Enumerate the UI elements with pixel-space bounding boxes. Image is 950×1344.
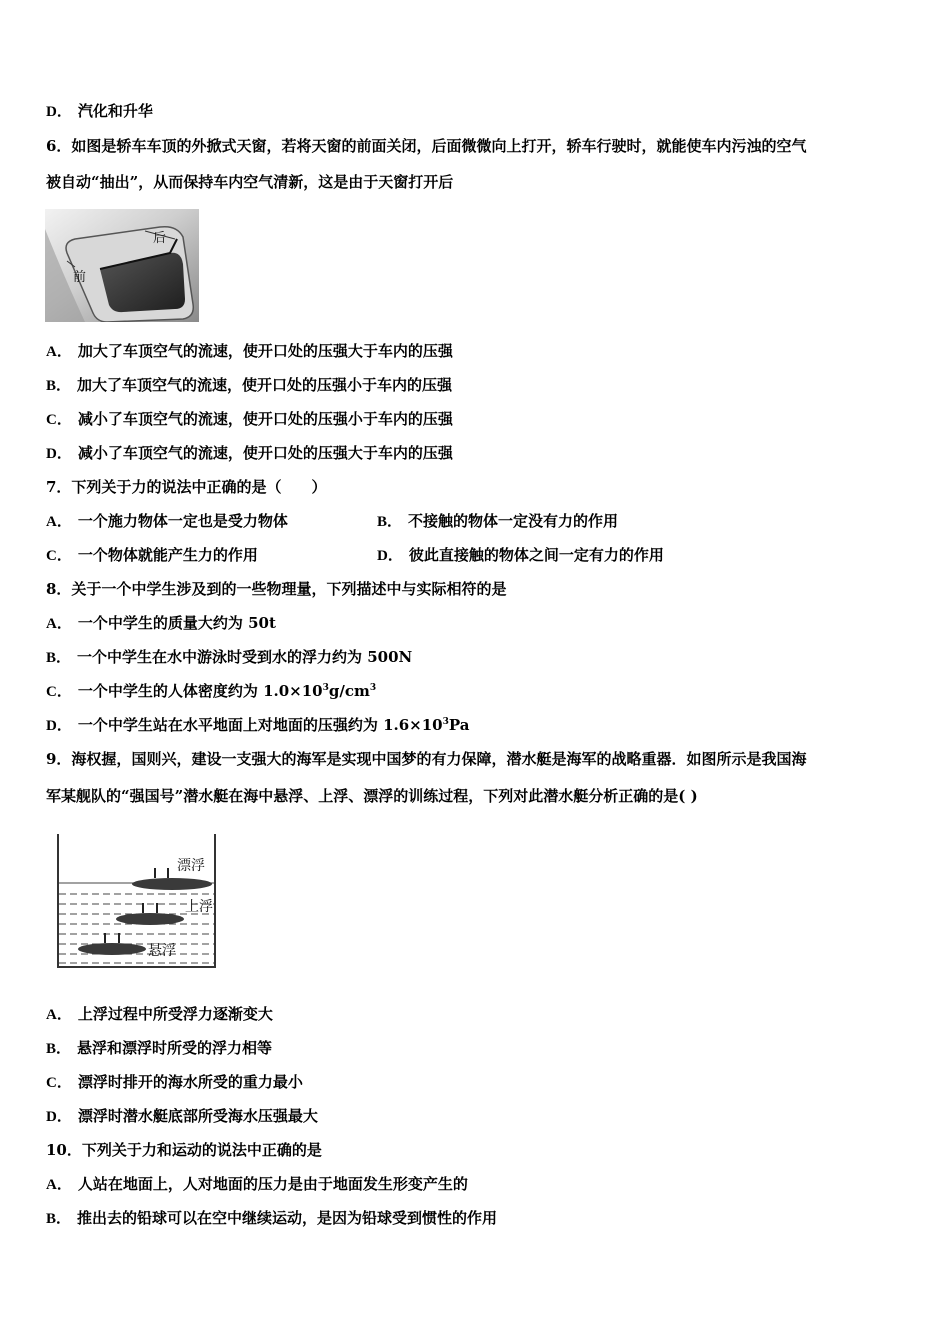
- option-text: 一个中学生的质量大约为 50t: [77, 614, 276, 632]
- q10-stem: 10．下列关于力和运动的说法中正确的是: [46, 1141, 322, 1159]
- q8-stem: 8．关于一个中学生涉及到的一些物理量，下列描述中与实际相符的是: [46, 580, 507, 598]
- q6-stem-line1: 6．如图是轿车车顶的外掀式天窗，若将天窗的前面关闭，后面微微向上打开，轿车行驶时，就能使车内污浊的空气: [46, 137, 807, 155]
- q6-option-d: [46, 443, 453, 464]
- option-text: 减小了车顶空气的流速，使开口处的压强小于车内的压强: [77, 410, 453, 428]
- q7-option-b: [377, 511, 618, 532]
- q9-option-d: [46, 1106, 318, 1127]
- option-text: 一个中学生在水中游泳时受到水的浮力约为 500N: [77, 648, 413, 666]
- option-text-unit: Pa: [448, 716, 470, 734]
- option-text: 彼此直接触的物体之间一定有力的作用: [408, 546, 664, 564]
- q7-stem: 7．下列关于力的说法中正确的是（ ）: [46, 478, 327, 496]
- q6-option-b: [46, 375, 452, 396]
- option-label: A．: [46, 344, 72, 360]
- superscript: 3: [322, 683, 329, 693]
- option-label: D．: [46, 104, 72, 120]
- option-label: B．: [46, 378, 72, 394]
- option-label: B．: [46, 650, 72, 666]
- option-label: C．: [46, 548, 72, 564]
- option-label: A．: [46, 616, 72, 632]
- option-text-unit: g/cm: [328, 682, 370, 700]
- option-label: B．: [46, 1041, 72, 1057]
- q6-option-c: [46, 409, 453, 430]
- q7-options-row2: [46, 545, 664, 566]
- q9-stem-line2: 军某舰队的“强国号”潜水艇在海中悬浮、上浮、漂浮的训练过程，下列对此潜水艇分析正确的是( ): [46, 787, 698, 805]
- option-text-pre: 一个中学生站在水平地面上对地面的压强约为 1.6×10: [77, 716, 443, 734]
- option-label: A．: [46, 1007, 72, 1023]
- q8-option-a: [46, 613, 276, 634]
- q9-option-b: [46, 1038, 272, 1059]
- label-rising: 上浮: [185, 899, 213, 915]
- superscript: 3: [369, 683, 377, 693]
- option-label: A．: [46, 1177, 72, 1193]
- q7-option-c: [46, 546, 258, 564]
- q9-option-c: [46, 1072, 303, 1093]
- option-text: 不接触的物体一定没有力的作用: [408, 512, 619, 530]
- q5-option-d: [46, 101, 153, 122]
- label-front: 前: [73, 270, 87, 285]
- label-suspended: 悬浮: [148, 943, 176, 959]
- option-text: 悬浮和漂浮时所受的浮力相等: [77, 1039, 273, 1057]
- q8-option-c: [46, 681, 376, 702]
- label-floating: 漂浮: [177, 858, 205, 874]
- option-label: D．: [46, 1109, 72, 1125]
- option-label: B．: [46, 1211, 72, 1227]
- option-label: A．: [46, 514, 72, 530]
- option-text: 人站在地面上，人对地面的压力是由于地面发生形变产生的: [77, 1175, 468, 1193]
- q6-stem-line2: 被自动“抽出”，从而保持车内空气清新，这是由于天窗打开后: [46, 173, 454, 191]
- q8-option-d: [46, 715, 469, 736]
- option-text: 上浮过程中所受浮力逐渐变大: [77, 1005, 273, 1023]
- sunroof-figure: [45, 209, 199, 322]
- option-text: 加大了车顶空气的流速，使开口处的压强大于车内的压强: [77, 342, 453, 360]
- option-label: C．: [46, 684, 72, 700]
- q7-option-a: [46, 512, 288, 530]
- label-back: 后: [153, 231, 167, 246]
- option-text: 加大了车顶空气的流速，使开口处的压强小于车内的压强: [77, 376, 453, 394]
- option-text: 一个物体就能产生力的作用: [77, 546, 258, 564]
- submarine-figure: [55, 832, 220, 972]
- option-text: 推出去的铅球可以在空中继续运动，是因为铅球受到惯性的作用: [77, 1209, 498, 1227]
- option-label: D．: [46, 718, 72, 734]
- option-text: 漂浮时潜水艇底部所受海水压强最大: [77, 1107, 318, 1125]
- option-text: 汽化和升华: [77, 102, 153, 120]
- option-text: 一个施力物体一定也是受力物体: [77, 512, 288, 530]
- q7-option-d: [377, 545, 664, 566]
- option-label: D．: [377, 548, 403, 564]
- q6-option-a: [46, 341, 453, 362]
- superscript: 3: [442, 717, 449, 727]
- q7-options-row1: [46, 511, 619, 532]
- option-text: 漂浮时排开的海水所受的重力最小: [77, 1073, 303, 1091]
- option-label: B．: [377, 514, 403, 530]
- submarine-suspended: [78, 933, 146, 955]
- option-label: C．: [46, 1075, 72, 1091]
- option-text: 减小了车顶空气的流速，使开口处的压强大于车内的压强: [77, 444, 453, 462]
- q10-option-b: [46, 1208, 497, 1229]
- q9-stem-line1: 9．海权握，国则兴，建设一支强大的海军是实现中国梦的有力保障，潜水艇是海军的战略重器．如图所示是我国海: [46, 750, 807, 768]
- q10-option-a: [46, 1174, 468, 1195]
- q8-option-b: [46, 647, 412, 668]
- option-text-pre: 一个中学生的人体密度约为 1.0×10: [77, 682, 323, 700]
- option-label: C．: [46, 412, 72, 428]
- option-label: D．: [46, 446, 72, 462]
- q9-option-a: [46, 1004, 273, 1025]
